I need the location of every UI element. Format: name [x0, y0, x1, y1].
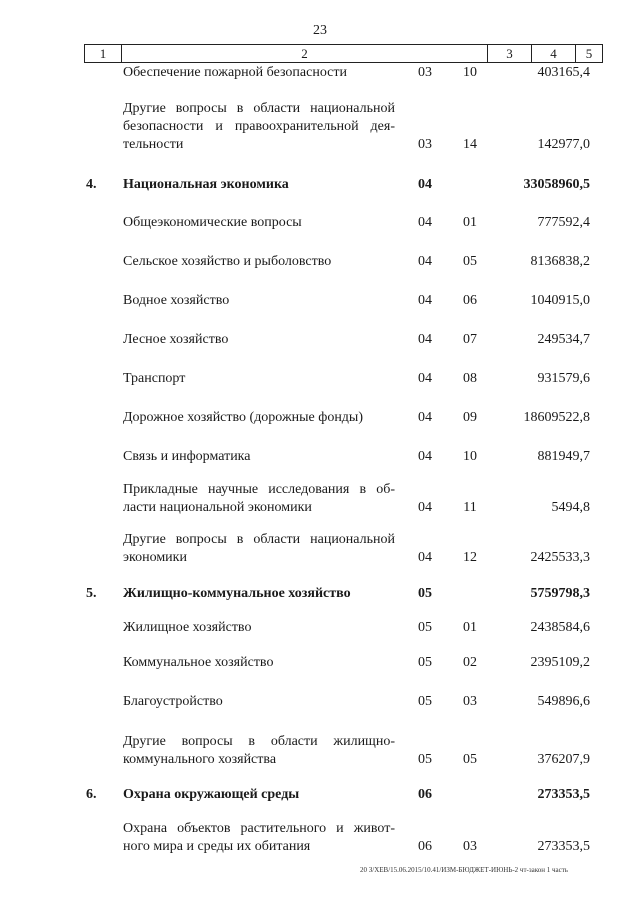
- item-name: [123, 820, 395, 856]
- subsection-code: 03: [463, 694, 477, 709]
- item-name-line: ласти национальной экономики: [123, 500, 312, 515]
- section-code: 04: [418, 293, 432, 308]
- subsection-code: 14: [463, 137, 477, 152]
- item-name: [123, 370, 395, 388]
- section-code: 04: [418, 332, 432, 347]
- section-code: 04: [418, 254, 432, 269]
- amount: 2395109,2: [530, 655, 590, 670]
- item-name-line: Общеэкономические вопросы: [123, 215, 302, 230]
- amount: 273353,5: [537, 787, 590, 802]
- subsection-code: 10: [463, 449, 477, 464]
- item-name-line: Жилищно-коммунальное хозяйство: [123, 586, 351, 601]
- section-code: 04: [418, 500, 432, 515]
- subsection-code: 05: [463, 254, 477, 269]
- amount: 2438584,6: [530, 620, 590, 635]
- section-code: 04: [418, 371, 432, 386]
- subsection-code: 03: [463, 839, 477, 854]
- item-name: [123, 448, 395, 466]
- item-name-line: Прикладные научные исследования в об-: [123, 482, 395, 497]
- item-name-line: Жилищное хозяйство: [123, 620, 252, 635]
- page-number: 23: [313, 23, 327, 38]
- item-name: [123, 100, 395, 154]
- item-name-line: Связь и информатика: [123, 449, 251, 464]
- amount: 273353,5: [537, 839, 590, 854]
- amount: 142977,0: [537, 137, 590, 152]
- section-number: 6.: [86, 787, 97, 802]
- item-name-line: Дорожное хозяйство (дорожные фонды): [123, 410, 364, 425]
- item-name: [123, 619, 395, 637]
- amount: 881949,7: [537, 449, 590, 464]
- item-name: [123, 214, 395, 232]
- section-code: 06: [418, 787, 432, 802]
- section-code: 04: [418, 449, 432, 464]
- header-col-3: 3: [487, 45, 531, 62]
- amount: 403165,4: [537, 65, 590, 80]
- subsection-code: 12: [463, 550, 477, 565]
- section-code: 04: [418, 550, 432, 565]
- header-col-4: 4: [531, 45, 575, 62]
- item-name: [123, 331, 395, 349]
- item-name-line: экономики: [123, 550, 187, 565]
- header-col-1: 1: [99, 46, 107, 61]
- item-name-line: Лесное хозяйство: [123, 332, 229, 347]
- item-name-line: тельности: [123, 137, 184, 152]
- subsection-code: 06: [463, 293, 477, 308]
- section-code: 05: [418, 694, 432, 709]
- subsection-code: 01: [463, 215, 477, 230]
- amount: 18609522,8: [523, 410, 590, 425]
- item-name: [123, 531, 395, 567]
- item-name-line: безопасности и правоохранительной дея-: [123, 119, 395, 134]
- item-name: [123, 481, 395, 517]
- item-name-line: Сельское хозяйство и рыболовство: [123, 254, 332, 269]
- item-name-line: Транспорт: [123, 371, 186, 386]
- item-name: [123, 292, 395, 310]
- item-name-line: ного мира и среды их обитания: [123, 839, 311, 854]
- amount: 931579,6: [537, 371, 590, 386]
- amount: 549896,6: [537, 694, 590, 709]
- item-name-line: Другие вопросы в области национальной: [123, 532, 395, 547]
- section-code: 05: [418, 586, 432, 601]
- item-name: [123, 693, 395, 711]
- subsection-code: 07: [463, 332, 477, 347]
- item-name-line: Коммунальное хозяйство: [123, 655, 274, 670]
- amount: 5494,8: [551, 500, 590, 515]
- footer-reference: 20 З/ХЕВ/15.06.2015/10.41/ИЗМ-БЮДЖЕТ-ИЮНЬ-2 чт-закон 1 часть: [360, 866, 568, 874]
- amount: 8136838,2: [530, 254, 590, 269]
- item-name: [123, 585, 395, 603]
- item-name-line: Другие вопросы в области жилищно-: [123, 734, 395, 749]
- item-name: [123, 176, 395, 194]
- amount: 1040915,0: [530, 293, 590, 308]
- section-number: 4.: [86, 177, 97, 192]
- section-code: 04: [418, 410, 432, 425]
- item-name: [123, 786, 395, 804]
- item-name-line: Другие вопросы в области национальной: [123, 101, 395, 116]
- amount: 376207,9: [537, 752, 590, 767]
- subsection-code: 01: [463, 620, 477, 635]
- subsection-code: 11: [463, 500, 477, 515]
- item-name-line: Охрана объектов растительного и живот-: [123, 821, 395, 836]
- section-code: 05: [418, 620, 432, 635]
- item-name: [123, 733, 395, 769]
- subsection-code: 09: [463, 410, 477, 425]
- amount: 33058960,5: [523, 177, 590, 192]
- item-name: [123, 409, 395, 427]
- header-col-2: 2: [121, 45, 487, 62]
- section-code: 05: [418, 655, 432, 670]
- item-name-line: Охрана окружающей среды: [123, 787, 300, 802]
- item-name-line: Водное хозяйство: [123, 293, 230, 308]
- table-header: [84, 44, 603, 63]
- item-name-line: Национальная экономика: [123, 177, 289, 192]
- item-name-line: Благоустройство: [123, 694, 223, 709]
- section-code: 06: [418, 839, 432, 854]
- subsection-code: 02: [463, 655, 477, 670]
- section-number: 5.: [86, 586, 97, 601]
- header-col-5: 5: [575, 45, 602, 62]
- section-code: 05: [418, 752, 432, 767]
- section-code: 04: [418, 215, 432, 230]
- section-code: 04: [418, 177, 432, 192]
- item-name-line: Обеспечение пожарной безопасности: [123, 65, 348, 80]
- item-name: [123, 654, 395, 672]
- section-code: 03: [418, 137, 432, 152]
- item-name-line: коммунального хозяйства: [123, 752, 277, 767]
- subsection-code: 10: [463, 65, 477, 80]
- item-name: [123, 64, 395, 82]
- subsection-code: 05: [463, 752, 477, 767]
- amount: 5759798,3: [530, 586, 590, 601]
- section-code: 03: [418, 65, 432, 80]
- amount: 249534,7: [537, 332, 590, 347]
- amount: 777592,4: [537, 215, 590, 230]
- item-name: [123, 253, 395, 271]
- amount: 2425533,3: [530, 550, 590, 565]
- subsection-code: 08: [463, 371, 477, 386]
